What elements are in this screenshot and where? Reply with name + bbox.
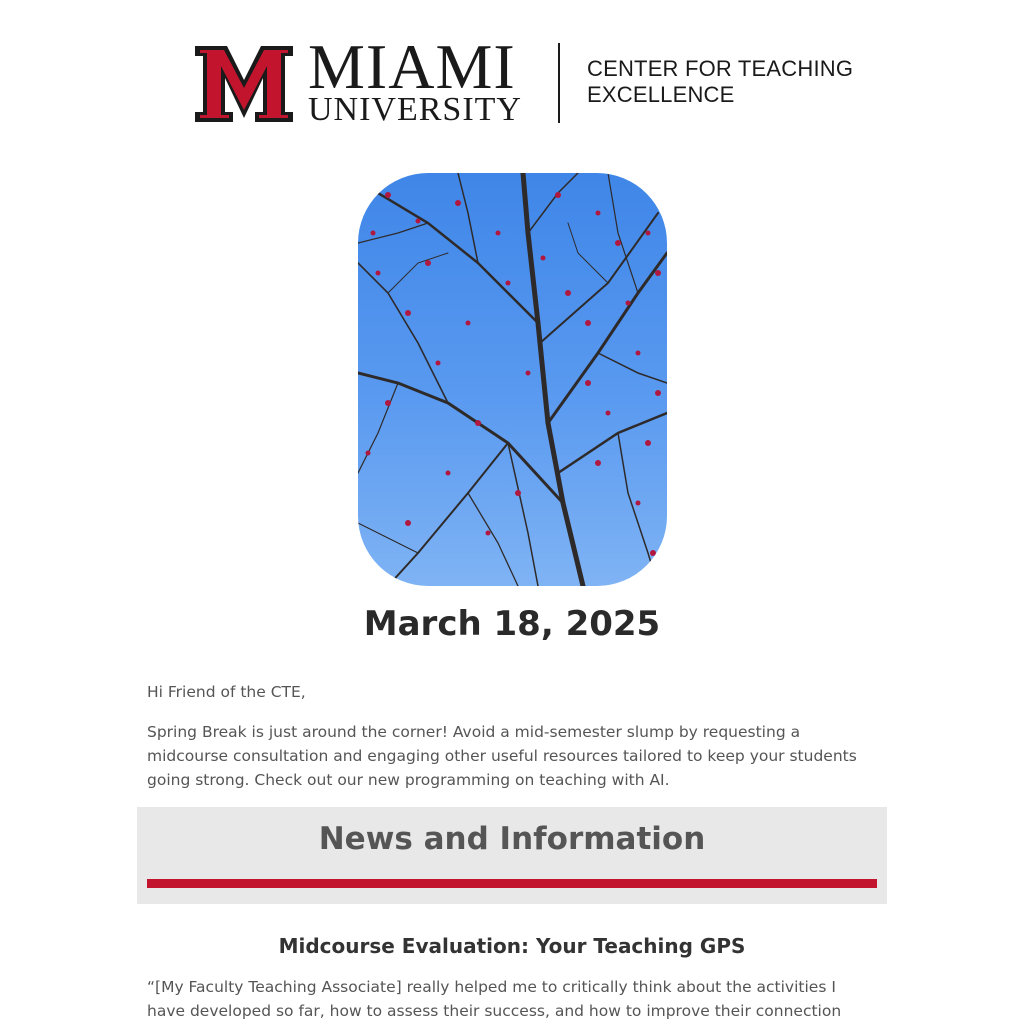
tree-blossom-photo-icon (358, 173, 667, 586)
news-heading: News and Information (318, 821, 706, 857)
greeting: Hi Friend of the CTE, (147, 683, 306, 701)
center-name (587, 56, 853, 108)
hero-image (358, 173, 667, 586)
center-name-line2: EXCELLENCE (587, 82, 735, 107)
article-quote: “[My Faculty Teaching Associate] really helped me to critically think about the activities I have developed so far, how to assess their success, and how to improve their connection (147, 978, 842, 1020)
center-name-line1: CENTER FOR TEACHING (587, 56, 854, 81)
logo-divider (558, 43, 560, 123)
newsletter-header (0, 0, 1024, 150)
news-section-header (137, 807, 887, 904)
university-wordmark (308, 31, 522, 128)
news-underline (147, 879, 877, 888)
wordmark-line1: MIAMI (308, 31, 516, 102)
article-title[interactable]: Midcourse Evaluation: Your Teaching GPS (278, 934, 746, 958)
intro-paragraph: Spring Break is just around the corner! Avoid a mid-semester slump by requesting a midcourse consultation and engaging other useful resources tailored to keep your students going strong. Check out our new programming on teaching with AI. (147, 723, 857, 789)
newsletter-date: March 18, 2025 (363, 604, 661, 644)
wordmark-line2: UNIVERSITY (308, 91, 522, 128)
miami-m-logo (193, 44, 295, 124)
